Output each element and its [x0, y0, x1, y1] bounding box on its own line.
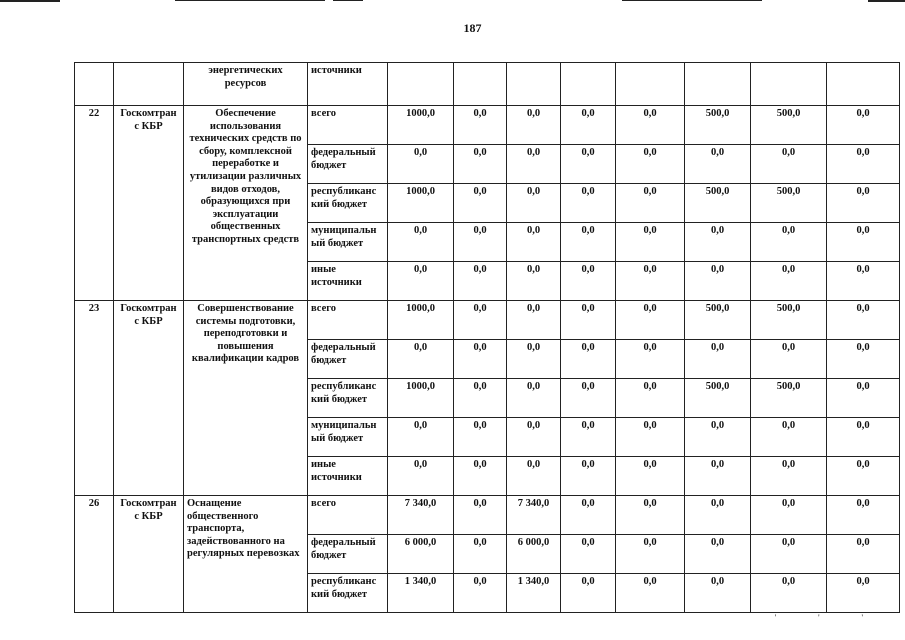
value-cell: 0,0 — [751, 574, 827, 613]
value-cell — [561, 63, 616, 106]
funding-source-cell: всего — [308, 301, 388, 340]
value-cell: 0,0 — [454, 574, 507, 613]
funding-source-cell: муниципальн ый бюджет — [308, 418, 388, 457]
value-cell: 0,0 — [561, 223, 616, 262]
value-cell: 0,0 — [561, 262, 616, 301]
value-cell: 0,0 — [616, 340, 685, 379]
executor-cell: Госкомтран с КБР — [114, 106, 184, 301]
value-cell: 0,0 — [827, 496, 900, 535]
value-cell: 0,0 — [561, 496, 616, 535]
value-cell: 0,0 — [507, 340, 561, 379]
value-cell: 0,0 — [827, 457, 900, 496]
value-cell: 0,0 — [454, 496, 507, 535]
measure-name-cell: энергетических ресурсов — [184, 63, 308, 106]
value-cell: 1000,0 — [388, 301, 454, 340]
value-cell: 0,0 — [507, 145, 561, 184]
value-cell: 0,0 — [388, 418, 454, 457]
funding-source-cell: иные источники — [308, 262, 388, 301]
value-cell: 0,0 — [454, 301, 507, 340]
value-cell: 1000,0 — [388, 379, 454, 418]
funding-source-cell: федеральный бюджет — [308, 340, 388, 379]
scan-edge-right — [622, 0, 762, 1]
value-cell: 0,0 — [561, 301, 616, 340]
value-cell: 0,0 — [561, 535, 616, 574]
value-cell: 0,0 — [616, 418, 685, 457]
value-cell: 1 340,0 — [388, 574, 454, 613]
value-cell: 0,0 — [507, 223, 561, 262]
value-cell: 0,0 — [454, 262, 507, 301]
value-cell: 0,0 — [616, 301, 685, 340]
scan-edge-mid2 — [333, 0, 363, 1]
value-cell: 0,0 — [507, 106, 561, 145]
value-cell: 0,0 — [685, 574, 751, 613]
value-cell: 0,0 — [827, 574, 900, 613]
value-cell: 500,0 — [751, 301, 827, 340]
measure-name-cell: Оснащение общественного транспорта, задействованного на регулярных перевозках — [184, 496, 308, 613]
value-cell: 0,0 — [561, 106, 616, 145]
funding-source-cell: республиканс кий бюджет — [308, 379, 388, 418]
table-row — [75, 106, 900, 145]
funding-source-cell: всего — [308, 496, 388, 535]
table-row — [75, 301, 900, 340]
value-cell: 7 340,0 — [388, 496, 454, 535]
value-cell: 0,0 — [388, 340, 454, 379]
value-cell: 500,0 — [751, 106, 827, 145]
value-cell: 500,0 — [685, 301, 751, 340]
value-cell: 0,0 — [454, 379, 507, 418]
value-cell: 0,0 — [507, 379, 561, 418]
value-cell: 0,0 — [388, 223, 454, 262]
value-cell: 0,0 — [827, 535, 900, 574]
value-cell: 0,0 — [616, 535, 685, 574]
value-cell: 1000,0 — [388, 184, 454, 223]
executor-cell: Госкомтран с КБР — [114, 301, 184, 496]
value-cell: 0,0 — [507, 262, 561, 301]
measure-number-cell: 23 — [75, 301, 114, 496]
value-cell: 0,0 — [616, 262, 685, 301]
scan-marks: ' ' ' — [774, 613, 883, 622]
scan-edge-mid — [175, 0, 325, 1]
value-cell: 0,0 — [388, 262, 454, 301]
funding-source-cell: республиканс кий бюджет — [308, 184, 388, 223]
funding-source-cell: иные источники — [308, 457, 388, 496]
value-cell: 0,0 — [751, 496, 827, 535]
value-cell: 0,0 — [616, 223, 685, 262]
value-cell: 0,0 — [454, 184, 507, 223]
table-row — [75, 496, 900, 535]
value-cell: 0,0 — [616, 145, 685, 184]
value-cell: 0,0 — [454, 457, 507, 496]
value-cell: 0,0 — [827, 145, 900, 184]
value-cell: 7 340,0 — [507, 496, 561, 535]
value-cell: 0,0 — [507, 184, 561, 223]
value-cell: 0,0 — [616, 184, 685, 223]
value-cell: 0,0 — [561, 418, 616, 457]
funding-source-cell: всего — [308, 106, 388, 145]
value-cell — [685, 63, 751, 106]
value-cell: 0,0 — [616, 574, 685, 613]
value-cell: 0,0 — [827, 106, 900, 145]
value-cell: 0,0 — [751, 145, 827, 184]
value-cell — [454, 63, 507, 106]
value-cell: 0,0 — [561, 379, 616, 418]
value-cell — [388, 63, 454, 106]
measure-number-cell: 26 — [75, 496, 114, 613]
funding-source-cell: муниципальн ый бюджет — [308, 223, 388, 262]
value-cell: 6 000,0 — [507, 535, 561, 574]
value-cell: 0,0 — [561, 574, 616, 613]
value-cell: 0,0 — [454, 418, 507, 457]
budget-table — [74, 62, 900, 613]
value-cell: 0,0 — [685, 457, 751, 496]
value-cell: 0,0 — [827, 301, 900, 340]
value-cell: 0,0 — [685, 145, 751, 184]
value-cell: 0,0 — [751, 457, 827, 496]
value-cell: 0,0 — [454, 223, 507, 262]
value-cell: 0,0 — [751, 418, 827, 457]
value-cell: 0,0 — [685, 535, 751, 574]
value-cell: 0,0 — [388, 145, 454, 184]
value-cell: 0,0 — [454, 145, 507, 184]
value-cell: 0,0 — [685, 418, 751, 457]
value-cell: 0,0 — [685, 340, 751, 379]
value-cell — [751, 63, 827, 106]
value-cell: 0,0 — [751, 340, 827, 379]
table-row-continuation — [75, 63, 900, 106]
value-cell: 0,0 — [388, 457, 454, 496]
num-cell — [75, 63, 114, 106]
value-cell: 0,0 — [751, 223, 827, 262]
executor-cell: Госкомтран с КБР — [114, 496, 184, 613]
page-number: 187 — [463, 21, 482, 35]
value-cell: 0,0 — [561, 184, 616, 223]
value-cell: 1 340,0 — [507, 574, 561, 613]
value-cell: 500,0 — [751, 379, 827, 418]
value-cell: 500,0 — [685, 184, 751, 223]
funding-source-cell: федеральный бюджет — [308, 535, 388, 574]
value-cell: 0,0 — [454, 535, 507, 574]
value-cell: 0,0 — [616, 496, 685, 535]
value-cell: 0,0 — [561, 340, 616, 379]
measure-number-cell: 22 — [75, 106, 114, 301]
value-cell — [616, 63, 685, 106]
table-body — [75, 63, 900, 613]
value-cell: 0,0 — [616, 106, 685, 145]
value-cell: 0,0 — [827, 184, 900, 223]
value-cell: 0,0 — [751, 535, 827, 574]
measure-name-cell: Совершенствование системы подготовки, переподготовки и повышения квалификации кадров — [184, 301, 308, 496]
value-cell: 0,0 — [507, 418, 561, 457]
value-cell: 0,0 — [454, 106, 507, 145]
value-cell: 0,0 — [507, 301, 561, 340]
value-cell: 0,0 — [827, 340, 900, 379]
value-cell: 0,0 — [827, 418, 900, 457]
value-cell: 0,0 — [561, 457, 616, 496]
value-cell: 0,0 — [827, 262, 900, 301]
measure-name-cell: Обеспечение использования технических средств по сбору, комплексной переработке и утилизации различных видов отходов, образующихся при эксплуатации общественных транспортных средств — [184, 106, 308, 301]
value-cell: 0,0 — [685, 223, 751, 262]
value-cell: 0,0 — [454, 340, 507, 379]
value-cell — [507, 63, 561, 106]
executor-cell — [114, 63, 184, 106]
value-cell: 1000,0 — [388, 106, 454, 145]
value-cell: 0,0 — [561, 145, 616, 184]
value-cell: 0,0 — [616, 457, 685, 496]
value-cell: 500,0 — [685, 106, 751, 145]
value-cell: 0,0 — [616, 379, 685, 418]
value-cell: 0,0 — [827, 379, 900, 418]
scan-edge-far-right — [868, 0, 905, 2]
value-cell: 500,0 — [751, 184, 827, 223]
value-cell: 0,0 — [685, 262, 751, 301]
scan-edge-left — [0, 0, 60, 2]
funding-source-cell: республиканс кий бюджет — [308, 574, 388, 613]
value-cell: 0,0 — [507, 457, 561, 496]
value-cell: 6 000,0 — [388, 535, 454, 574]
value-cell: 0,0 — [751, 262, 827, 301]
funding-source-cell: федеральный бюджет — [308, 145, 388, 184]
value-cell — [827, 63, 900, 106]
value-cell: 0,0 — [827, 223, 900, 262]
value-cell: 0,0 — [685, 496, 751, 535]
value-cell: 500,0 — [685, 379, 751, 418]
funding-source-cell: источники — [308, 63, 388, 106]
